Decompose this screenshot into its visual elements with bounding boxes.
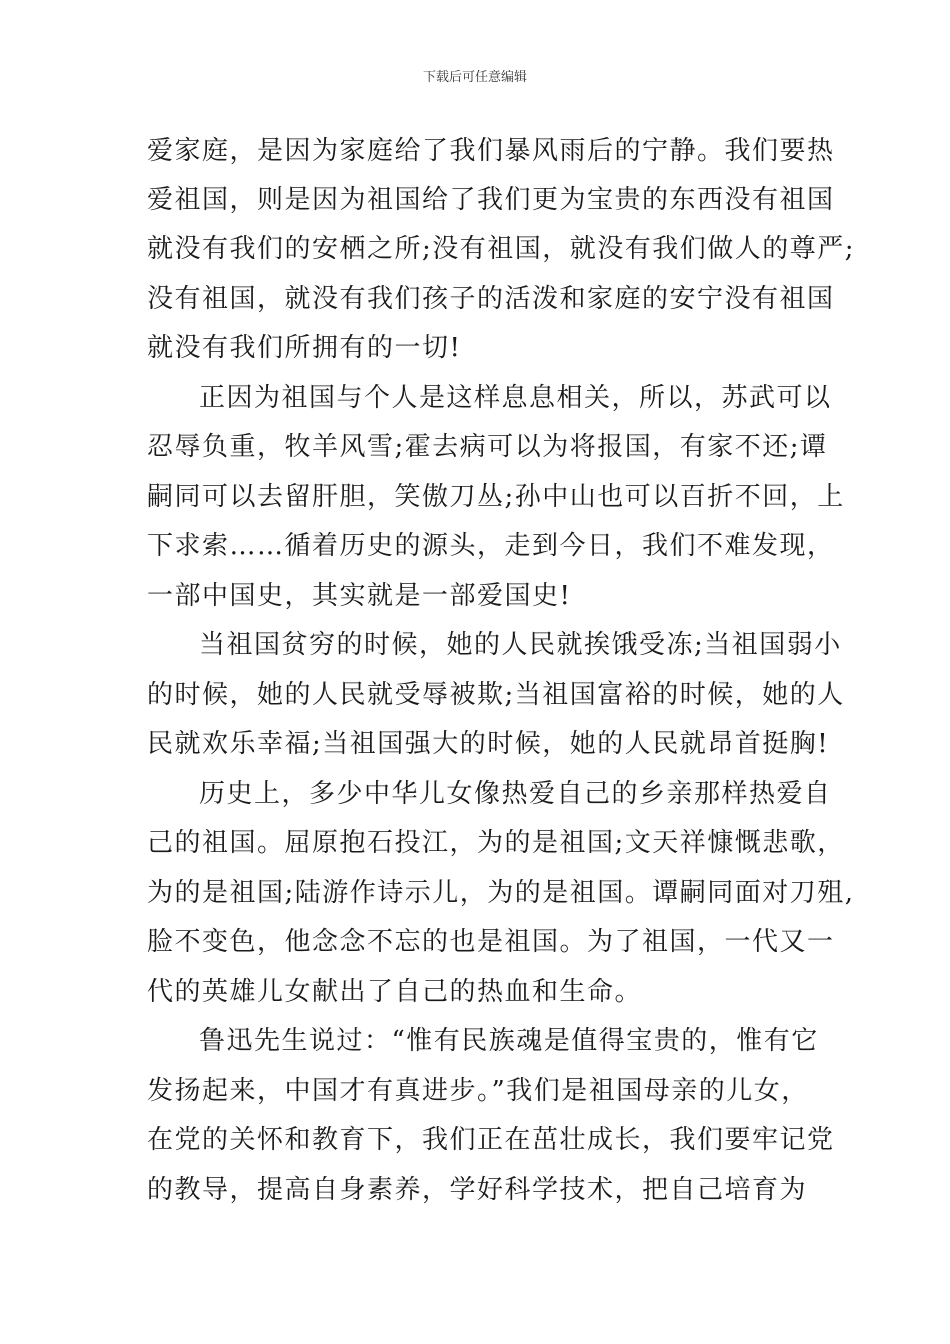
text-line: 脸不变色，他念念不忘的也是祖国。为了祖国，一代又一 bbox=[147, 927, 835, 957]
text-line: 没有祖国，就没有我们孩子的活泼和家庭的安宁没有祖国 bbox=[147, 284, 835, 314]
text-line: 民就欢乐幸福;当祖国强大的时候，她的人民就昂首挺胸! bbox=[147, 729, 830, 759]
paragraph-first-line: 当祖国贫穷的时候，她的人民就挨饿受冻;当祖国弱小 bbox=[199, 630, 842, 660]
text-line: 己的祖国。屈原抱石投江，为的是祖国;文天祥慷慨悲歌， bbox=[147, 828, 845, 858]
text-line: 发扬起来，中国才有真进步。”我们是祖国母亲的儿女， bbox=[147, 1076, 809, 1106]
text-line: 的时候，她的人民就受辱被欺;当祖国富裕的时候，她的人 bbox=[147, 680, 845, 710]
text-line: 忍辱负重，牧羊风雪;霍去病可以为将报国，有家不还;谭 bbox=[147, 432, 828, 462]
text-line: 嗣同可以去留肝胆，笑傲刀丛;孙中山也可以百折不回，上 bbox=[147, 482, 845, 512]
text-line: 就没有我们的安栖之所;没有祖国，就没有我们做人的尊严; bbox=[147, 234, 856, 264]
paragraph-first-line: 历史上，多少中华儿女像热爱自己的乡亲那样热爱自 bbox=[199, 779, 832, 809]
text-line: 为的是祖国;陆游作诗示儿，为的是祖国。谭嗣同面对刀殂, bbox=[147, 878, 855, 908]
text-line: 在党的关怀和教育下，我们正在茁壮成长，我们要牢记党 bbox=[147, 1125, 835, 1155]
paragraph-first-line: 鲁迅先生说过：“惟有民族魂是值得宝贵的，惟有它 bbox=[199, 1026, 819, 1056]
text-line: 爱家庭，是因为家庭给了我们暴风雨后的宁静。我们要热 bbox=[147, 136, 835, 166]
text-line: 的教导，提高自身素养，学好科学技术，把自己培育为 bbox=[147, 1175, 808, 1205]
text-line: 爱祖国，则是因为祖国给了我们更为宝贵的东西没有祖国 bbox=[147, 185, 835, 215]
page-header: 下载后可任意编辑 bbox=[422, 70, 527, 85]
text-line: 一部中国史，其实就是一部爱国史! bbox=[147, 581, 572, 611]
text-line: 代的英雄儿女献出了自己的热血和生命。 bbox=[147, 977, 643, 1007]
text-line: 就没有我们所拥有的一切! bbox=[147, 333, 462, 363]
text-line: 下求索……循着历史的源头，走到今日，我们不难发现， bbox=[147, 531, 835, 561]
paragraph-first-line: 正因为祖国与个人是这样息息相关，所以，苏武可以 bbox=[199, 383, 832, 413]
